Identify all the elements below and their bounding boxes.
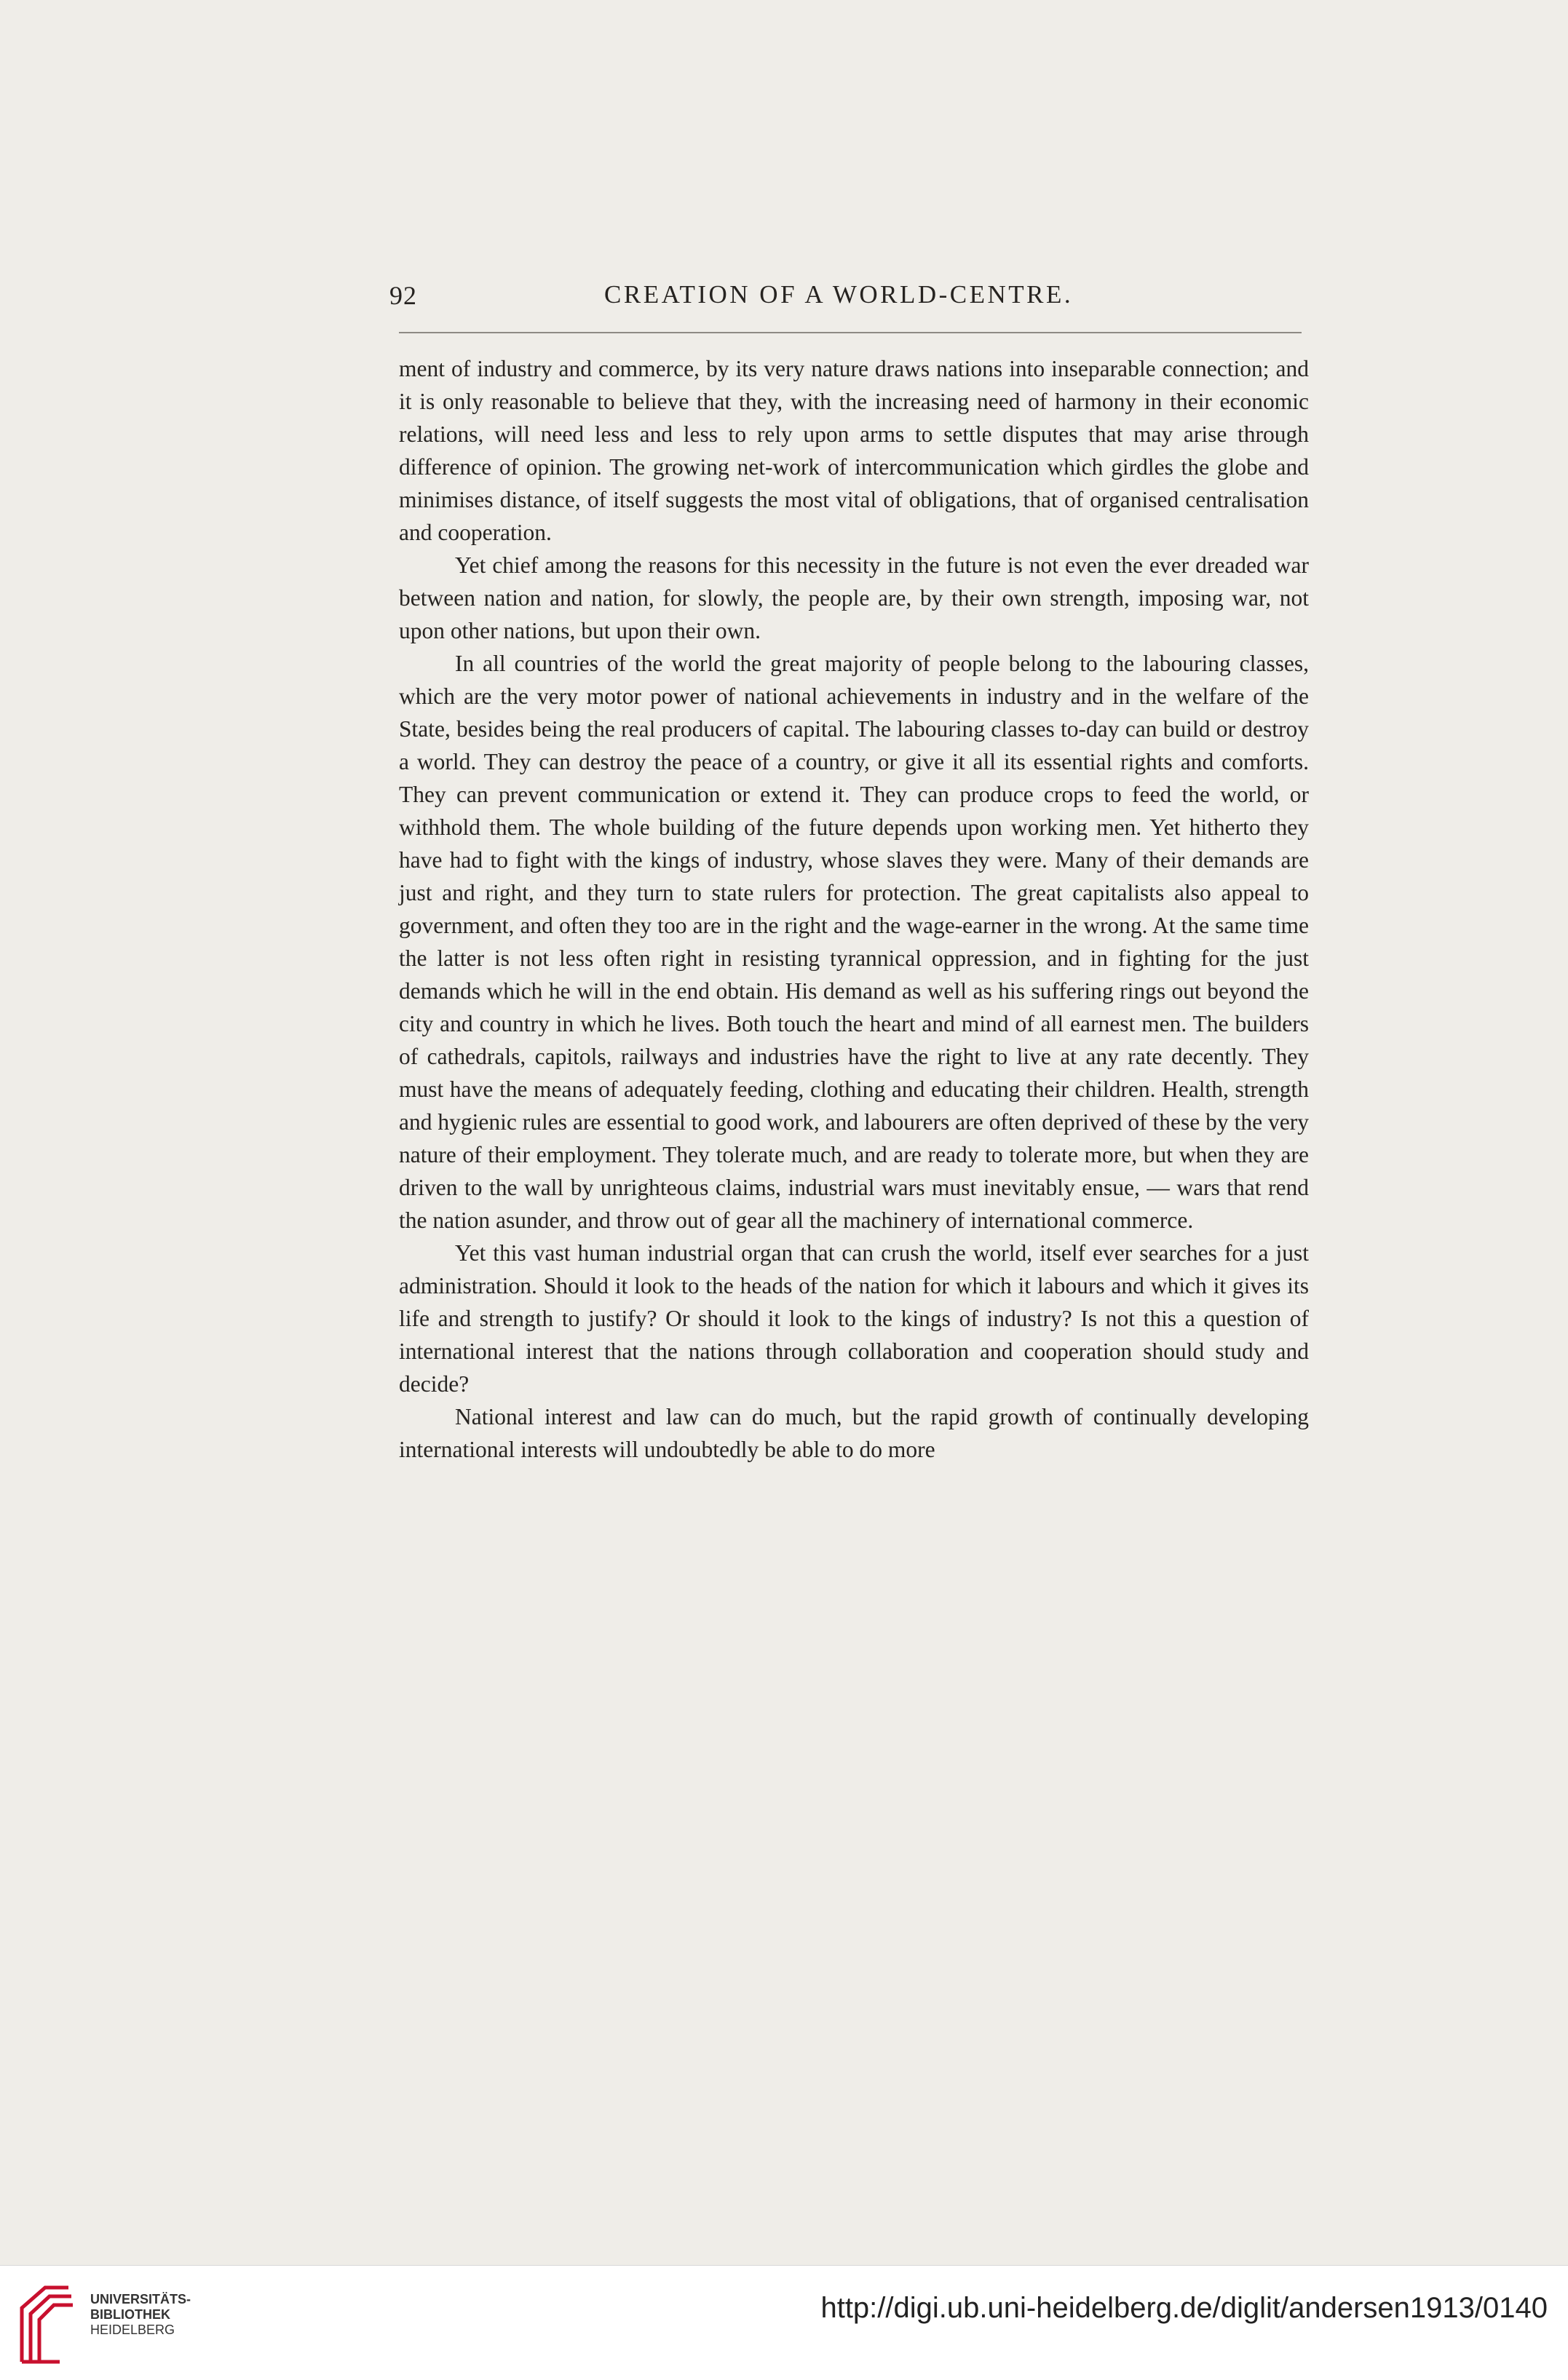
page-number: 92 — [389, 281, 417, 310]
paragraph: ment of industry and commerce, by its very nature draws nations into inseparable connection; and it is only reasonable to believe that they, with the increasing need of harmony in their economic relations, will need less and less to rely upon arms to settle disputes that may arise through difference of opinion. The growing net-work of intercommunication which girdles the globe and minimises distance, of itself suggests the most vital of obligations, that of organised centralisation and cooperation. — [399, 356, 1309, 545]
source-url-link[interactable]: http://digi.ub.uni-heidelberg.de/diglit/andersen1913/0140 — [820, 2292, 1548, 2324]
ub-heidelberg-logo-icon[interactable] — [16, 2280, 77, 2368]
header-rule — [399, 332, 1302, 333]
body-text — [399, 352, 1309, 1466]
page-header — [389, 280, 1303, 324]
library-city: HEIDELBERG — [90, 2323, 175, 2337]
running-title: CREATION OF A WORLD-CENTRE. — [604, 280, 1074, 309]
paragraph: Yet chief among the reasons for this necessity in the future is not even the ever dreaded war between nation and nation, for slowly, the people are, by their own strength, imposing war, not upon other nations, but upon their own. — [399, 552, 1309, 643]
paragraph: In all countries of the world the great majority of people belong to the labouring classes, which are the very motor power of national achievements in industry and in the welfare of the State, besides being the real producers of capital. The labouring classes to-day can build or destroy a world. They can destroy the peace of a country, or give it all its essential rights and comforts. They can prevent communication or extend it. They can produce crops to feed the world, or withhold them. The whole building of the future depends upon working men. Yet hitherto they have had to fight with the kings of industry, whose slaves they were. Many of their demands are just and right, and they turn to state rulers for protection. The great capitalists also appeal to government, and often they too are in the right and the wage-earner in the wrong. At the same time the latter is not less often right in resisting tyrannical oppression, and in fighting for the just demands which he will in the end obtain. His demand as well as his suffering rings out beyond the city and country in which he lives. Both touch the heart and mind of all earnest men. The builders of cathedrals, capitols, railways and industries have the right to live at any rate decently. They must have the means of adequately feeding, clothing and educating their children. Health, strength and hygienic rules are essential to good work, and labourers are often deprived of these by the very nature of their employment. They tolerate much, and are ready to tolerate more, but when they are driven to the wall by unrighteous claims, industrial wars must inevitably ensue, — wars that rend the nation asunder, and throw out of gear all the machinery of international commerce. — [399, 651, 1309, 1233]
paragraph: Yet this vast human industrial organ that can crush the world, itself ever searches for a just administration. Should it look to the heads of the nation for which it labours and which it gives its life and strength to justify? Or should it look to the kings of industry? Is not this a question of international interest that the nations through collaboration and cooperation should study and decide? — [399, 1240, 1309, 1397]
library-footer — [0, 2265, 1568, 2380]
paragraph: National interest and law can do much, but the rapid growth of continually developing international interests will undoubtedly be able to do more — [399, 1404, 1309, 1462]
library-name[interactable] — [90, 2292, 191, 2338]
library-name-line: BIBLIOTHEK — [90, 2307, 170, 2322]
library-name-line: UNIVERSITÄTS- — [90, 2292, 191, 2306]
